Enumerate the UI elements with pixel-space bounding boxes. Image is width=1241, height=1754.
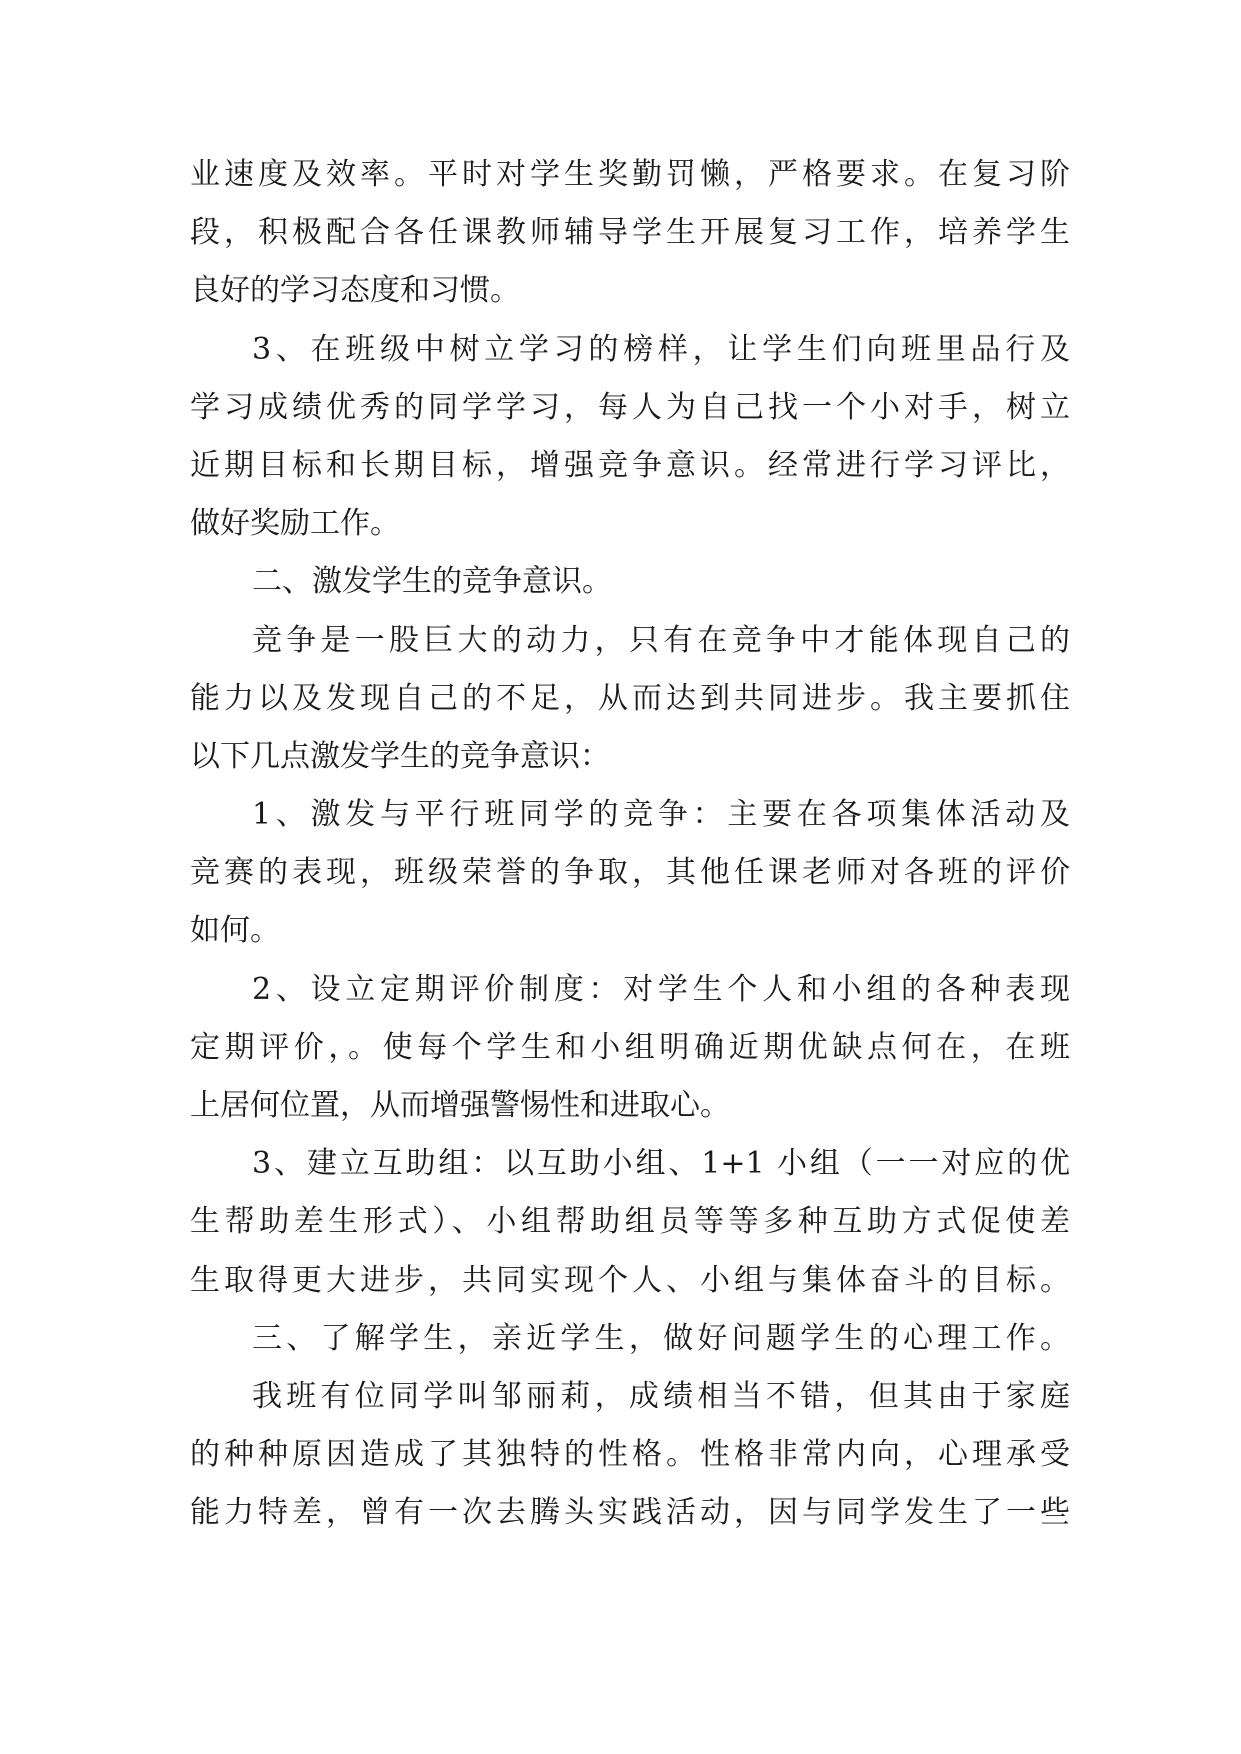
text-line: 3、建立互助组：以互助小组、1+1 小组（一一对应的优 xyxy=(252,1146,1070,1182)
text-line: 3、在班级中树立学习的榜样，让学生们向班里品行及 xyxy=(252,331,1070,367)
text-line: 1、激发与平行班同学的竞争：主要在各项集体活动及 xyxy=(252,797,1070,833)
text-line: 生帮助差生形式）、小组帮助组员等等多种互助方式促使差 xyxy=(190,1204,1070,1240)
section-heading: 三、了解学生，亲近学生，做好问题学生的心理工作。 xyxy=(252,1320,1070,1356)
text-line: 生取得更大进步，共同实现个人、小组与集体奋斗的目标。 xyxy=(190,1262,1070,1298)
text-line: 段，积极配合各任课教师辅导学生开展复习工作，培养学生 xyxy=(190,215,1070,251)
text-line: 竞争是一股巨大的动力，只有在竞争中才能体现自己的 xyxy=(252,622,1070,658)
text-line: 以下几点激发学生的竞争意识： xyxy=(190,738,610,774)
text-line: 能力以及发现自己的不足，从而达到共同进步。我主要抓住 xyxy=(190,680,1070,716)
text-line: 如何。 xyxy=(190,913,280,949)
text-line: 学习成绩优秀的同学学习，每人为自己找一个小对手，树立 xyxy=(190,389,1070,425)
text-line: 2、设立定期评价制度：对学生个人和小组的各种表现 xyxy=(252,971,1070,1007)
text-line: 竞赛的表现，班级荣誉的争取，其他任课老师对各班的评价 xyxy=(190,855,1070,891)
text-line: 我班有位同学叫邹丽莉，成绩相当不错，但其由于家庭 xyxy=(252,1378,1070,1414)
text-line: 能力特差，曾有一次去腾头实践活动，因与同学发生了一些 xyxy=(190,1495,1070,1531)
text-line: 良好的学习态度和习惯。 xyxy=(190,273,520,309)
text-line: 上居何位置，从而增强警惕性和进取心。 xyxy=(190,1088,730,1123)
text-line: 定期评价，。使每个学生和小组明确近期优缺点何在，在班 xyxy=(190,1029,1070,1065)
text-line: 近期目标和长期目标，增强竞争意识。经常进行学习评比， xyxy=(190,447,1070,483)
text-line: 的种种原因造成了其独特的性格。性格非常内向，心理承受 xyxy=(190,1437,1070,1473)
document-body xyxy=(190,157,1070,1557)
section-heading: 二、激发学生的竞争意识。 xyxy=(252,564,612,600)
text-line: 业速度及效率。平时对学生奖勤罚懒，严格要求。在复习阶 xyxy=(190,157,1070,192)
text-line: 做好奖励工作。 xyxy=(190,506,400,542)
